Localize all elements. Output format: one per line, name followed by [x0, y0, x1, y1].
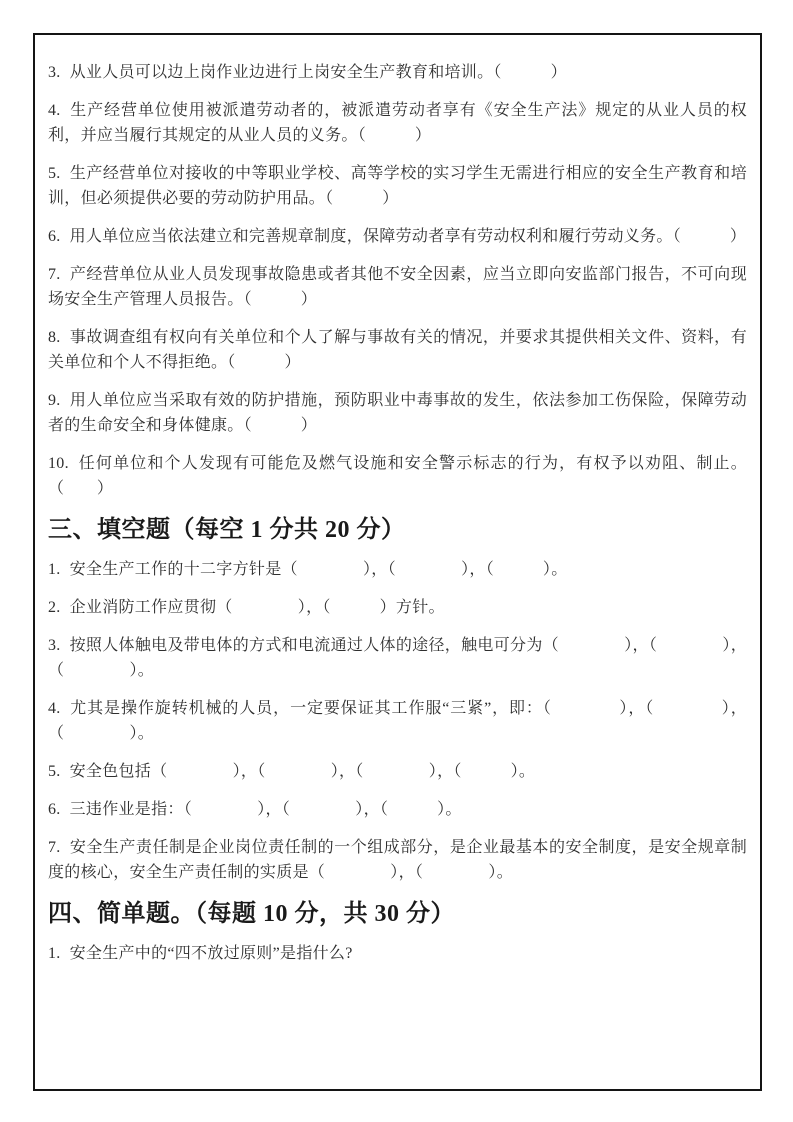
fill-blank-question-list	[48, 557, 747, 885]
question-text: 安全生产工作的十二字方针是（ ），（ ），（ ）。	[69, 561, 568, 578]
question-item	[48, 224, 747, 249]
question-text: 安全色包括（ ），（ ），（ ），（ ）。	[69, 763, 536, 780]
question-text: 安全生产中的“四不放过原则”是指什么?	[69, 945, 353, 962]
question-item	[48, 595, 747, 620]
question-text: 安全生产责任制是企业岗位责任制的一个组成部分，是企业最基本的安全制度，是安全规章制度的核心，安全生产责任制的实质是（ ），（ ）。	[48, 839, 747, 881]
question-number: 10.	[48, 455, 69, 472]
question-item	[48, 696, 747, 746]
question-number: 1.	[48, 945, 61, 962]
question-number: 6.	[48, 228, 61, 245]
question-text: 生产经营单位对接收的中等职业学校、高等学校的实习学生无需进行相应的安全生产教育和培训，但必须提供必要的劳动防护用品。（ ）	[48, 165, 747, 207]
question-text: 事故调查组有权向有关单位和个人了解与事故有关的情况，并要求其提供相关文件、资料，有关单位和个人不得拒绝。（ ）	[48, 329, 747, 371]
question-number: 3.	[48, 64, 61, 81]
true-false-question-list	[48, 60, 747, 501]
question-item	[48, 835, 747, 885]
question-number: 3.	[48, 637, 61, 654]
section-heading-short-answer: 四、简单题。（每题 10 分，共 30 分）	[48, 901, 455, 927]
question-item	[48, 941, 747, 966]
question-item	[48, 557, 747, 582]
question-number: 9.	[48, 392, 61, 409]
question-item	[48, 325, 747, 375]
question-item	[48, 161, 747, 211]
question-number: 5.	[48, 165, 61, 182]
question-number: 4.	[48, 700, 61, 717]
question-number: 8.	[48, 329, 61, 346]
question-number: 4.	[48, 102, 61, 119]
section-heading-fill-blank: 三、填空题（每空 1 分共 20 分）	[48, 517, 406, 543]
question-text: 企业消防工作应贯彻（ ），（ ）方针。	[69, 599, 445, 616]
question-text: 产经营单位从业人员发现事故隐患或者其他不安全因素，应当立即向安监部门报告，不可向现场安全生产管理人员报告。（ ）	[48, 266, 747, 308]
question-item	[48, 633, 747, 683]
question-item	[48, 60, 747, 85]
question-number: 2.	[48, 599, 61, 616]
question-text: 尤其是操作旋转机械的人员，一定要保证其工作服“三紧”，即：（ ），（ ），（ ）。	[48, 700, 747, 742]
page-border-frame	[33, 33, 762, 1091]
question-text: 三违作业是指：（ ），（ ），（ ）。	[69, 801, 462, 818]
question-text: 用人单位应当依法建立和完善规章制度，保障劳动者享有劳动权利和履行劳动义务。（ ）	[69, 228, 747, 245]
question-text: 生产经营单位使用被派遣劳动者的，被派遣劳动者享有《安全生产法》规定的从业人员的权利，并应当履行其规定的从业人员的义务。（ ）	[48, 102, 747, 144]
question-item	[48, 262, 747, 312]
question-number: 6.	[48, 801, 61, 818]
question-text: 从业人员可以边上岗作业边进行上岗安全生产教育和培训。（ ）	[69, 64, 567, 81]
question-number: 5.	[48, 763, 61, 780]
question-item	[48, 759, 747, 784]
question-number: 7.	[48, 266, 61, 283]
question-item	[48, 451, 747, 501]
question-item	[48, 388, 747, 438]
question-item	[48, 98, 747, 148]
question-number: 1.	[48, 561, 61, 578]
question-text: 按照人体触电及带电体的方式和电流通过人体的途径，触电可分为（ ），（ ），（ ）。	[48, 637, 747, 679]
question-text: 任何单位和个人发现有可能危及燃气设施和安全警示标志的行为，有权予以劝阻、制止。（ ）	[48, 455, 747, 497]
question-item	[48, 797, 747, 822]
question-number: 7.	[48, 839, 61, 856]
short-answer-question-list	[48, 941, 747, 966]
question-text: 用人单位应当采取有效的防护措施，预防职业中毒事故的发生，依法参加工伤保险，保障劳动者的生命安全和身体健康。（ ）	[48, 392, 747, 434]
